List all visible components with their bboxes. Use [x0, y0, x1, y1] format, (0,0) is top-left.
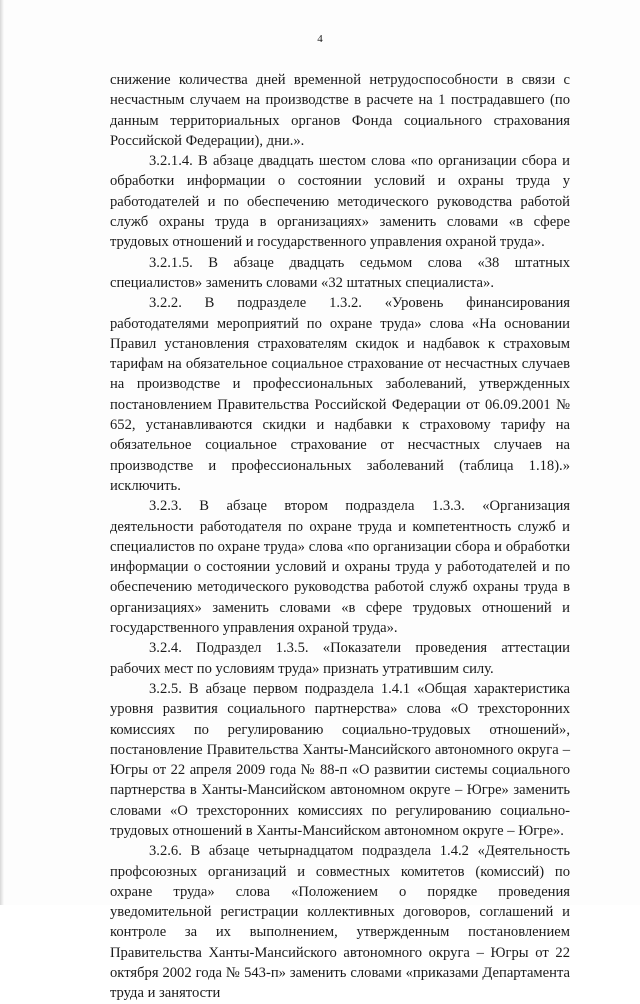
paragraph-3-2-3: 3.2.3. В абзаце втором подраздела 1.3.3. «Организация деятельности работодателя по охране труда и компетентность служб и специалистов по охране труда» слова «по организации сбора и обработки информации о состоянии условий и охраны труда у работодателей и по обеспечению методического руководства работой служб охраны труда в организациях» заменить словами «в сфере трудовых отношений и государственного управления охраной труда». — [110, 498, 570, 637]
paragraph-3-2-6: 3.2.6. В абзаце четырнадцатом подраздела 1.4.2 «Деятельность профсоюзных организаций и совместных комитетов (комиссий) по охране труда» слова «Положением о порядке проведения уведомительной регистрации коллективных договоров, соглашений и контроле за их выполнением, утвержденным постановлением Правительства Ханты-Мансийского автономного округа – Югры от 22 октября 2002 года № 543-п» заменить словами «приказами Департамента труда и занятости — [110, 843, 570, 1002]
paragraph-3-2-1-5: 3.2.1.5. В абзаце двадцать седьмом слова «38 штатных специалистов» заменить словами «32 штатных специалиста». — [110, 254, 570, 291]
paragraph-3-2-2: 3.2.2. В подразделе 1.3.2. «Уровень финансирования работодателями мероприятий по охране труда» слова «На основании Правил установления страхователям скидок и надбавок к страховым тарифам на обязательное социальное страхование от несчастных случаев на производстве и профессиональных заболеваний, утвержденных постановлением Правительства Российской Федерации от 06.09.2001 № 652, устанавливаются скидки и надбавки к страховому тарифу на обязательное социальное страхование от несчастных случаев на производстве и профессиональных заболеваний (таблица 1.18).» исключить. — [110, 295, 570, 494]
paragraph-3-2-4: 3.2.4. Подраздел 1.3.5. «Показатели проведения аттестации рабочих мест по условиям труда» признать утратившим силу. — [110, 640, 570, 677]
paragraph-3-2-5: 3.2.5. В абзаце первом подраздела 1.4.1 «Общая характеристика уровня развития социального партнерства» слова «О трехсторонних комиссиях по регулированию социально-трудовых отношений», постановление Правительства Ханты-Мансийского автономного округа – Югры от 22 апреля 2009 года № 88-п «О развитии системы социального партнерства в Ханты-Мансийском автономном округе – Югре» заменить словами «О трехсторонних комиссиях по регулированию социально-трудовых отношений в Ханты-Мансийском автономном округе – Югре». — [110, 680, 570, 839]
document-body — [110, 70, 570, 1004]
page-edge-shadow — [0, 0, 4, 905]
paragraph-continuation: снижение количества дней временной нетрудоспособности в связи с несчастным случаем на производстве в расчете на 1 пострадавшего (по данным территориальных органов Фонда социального страхования Российской Федерации), дни.». — [110, 72, 570, 149]
paragraph-3-2-1-4: 3.2.1.4. В абзаце двадцать шестом слова «по организации сбора и обработки информации о состоянии условий и охраны труда у работодателей и по обеспечению методического руководства работой служб охраны труда в организациях» заменить словами «в сфере трудовых отношений и государственного управления охраной труда». — [110, 153, 570, 251]
page-number: 4 — [317, 33, 323, 45]
